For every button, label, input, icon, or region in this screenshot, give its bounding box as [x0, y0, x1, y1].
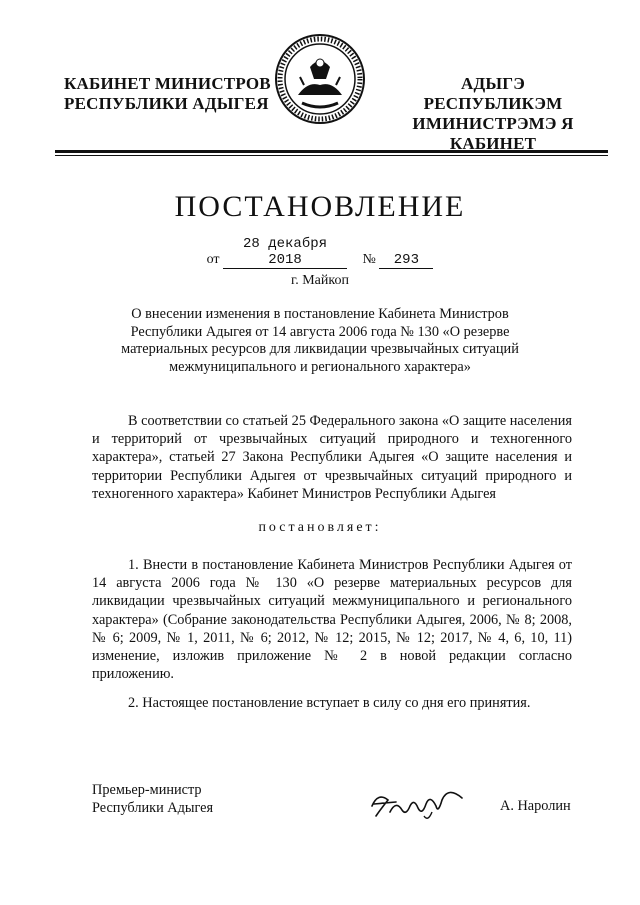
- header-left-line2: РЕСПУБЛИКИ АДЫГЕЯ: [64, 94, 269, 113]
- header-right: [390, 74, 596, 154]
- number-prefix: №: [362, 252, 376, 267]
- header-right-line2: ИМИНИСТРЭМЭ Я КАБИНЕТ: [412, 114, 574, 153]
- item-1-text: 1. Внести в постановление Кабинета Министров Республики Адыгея от 14 августа 2006 года № 130 «О резерве материальных ресурсов для ликвидации чрезвычайных ситуаций межмуниципального и регионального характера» (Собрание законодательства Республики Адыгея, 2006, № 8; 2008, № 6; 2009, № 1, 2011, № 6; 2012, № 12; 2015, № 12; 2017, № 4, 6, 10, 11) изменение, изложив приложение № 2 в новой редакции согласно приложению.: [92, 557, 572, 683]
- city: г. Майкоп: [291, 273, 349, 288]
- resolves-heading: постановляет:: [258, 520, 382, 535]
- preamble: [92, 412, 572, 503]
- item-2: [92, 694, 572, 712]
- header-divider-thin: [55, 155, 608, 156]
- document-number: 293: [379, 252, 433, 269]
- item-1: [92, 556, 572, 683]
- header-divider-thick: [55, 150, 608, 153]
- signatory-position: [92, 781, 213, 817]
- signatory-name: А. Наролин: [500, 798, 571, 814]
- header-left: [64, 74, 271, 114]
- date-prefix: от: [206, 252, 220, 267]
- position-line1: Премьер-министр: [92, 782, 202, 798]
- handwritten-signature-icon: [366, 786, 466, 826]
- coat-of-arms-icon: [274, 33, 366, 125]
- position-line2: Республики Адыгея: [92, 800, 214, 816]
- date-line: [0, 236, 640, 269]
- item-2-text: 2. Настоящее постановление вступает в силу со дня его принятия.: [128, 695, 531, 711]
- header-right-line1: АДЫГЭ РЕСПУБЛИКЭМ: [423, 74, 563, 113]
- header-left-line1: КАБИНЕТ МИНИСТРОВ: [64, 74, 271, 93]
- document-date: 28 декабря 2018: [223, 236, 347, 269]
- document-title: ПОСТАНОВЛЕНИЕ: [174, 190, 466, 223]
- document-subject: О внесении изменения в постановление Кабинета Министров Республики Адыгея от 14 августа 2006 года № 130 «О резерве материальных ресурсов для ликвидации чрезвычайных ситуаций межмуниципального и регионального характера»: [121, 306, 519, 375]
- preamble-text: В соответствии со статьей 25 Федерального закона «О защите населения и территорий от чрезвычайных ситуаций природного и техногенного характера», статьей 27 Закона Республики Адыгея «О защите населения и территории Республики Адыгея от чрезвычайных ситуаций природного и техногенного характера» Кабинет Министров Республики Адыгея: [92, 413, 572, 502]
